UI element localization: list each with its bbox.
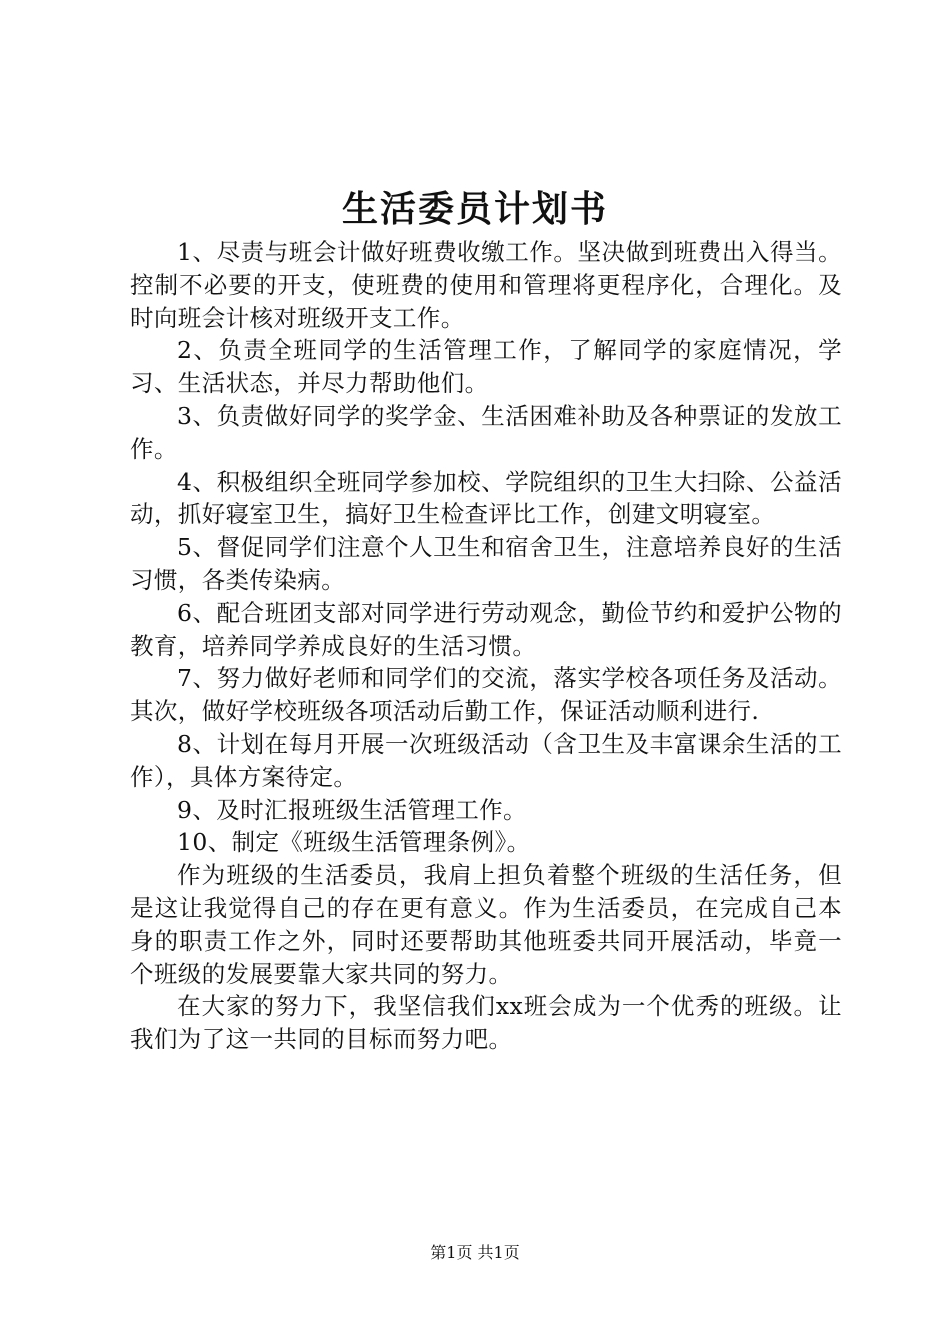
paragraph-summary: 作为班级的生活委员，我肩上担负着整个班级的生活任务，但是这让我觉得自己的存在更有意义。作为生活委员，在完成自己本身的职责工作之外，同时还要帮助其他班委共同开展活动，毕竟一个班级的发展要靠大家共同的努力。 <box>130 861 842 988</box>
paragraph-4: 4、积极组织全班同学参加校、学院组织的卫生大扫除、公益活动，抓好寝室卫生，搞好卫生检查评比工作，创建文明寝室。 <box>130 467 842 529</box>
paragraph-9: 9、及时汇报班级生活管理工作。 <box>177 795 527 824</box>
paragraph-closing: 在大家的努力下，我坚信我们xx班会成为一个优秀的班级。让我们为了这一共同的目标而努力吧。 <box>130 992 842 1054</box>
paragraph-7: 7、努力做好老师和同学们的交流，落实学校各项任务及活动。其次，做好学校班级各项活动后勤工作，保证活动顺利进行. <box>130 664 842 726</box>
paragraph-2: 2、负责全班同学的生活管理工作，了解同学的家庭情况，学习、生活状态，并尽力帮助他们。 <box>130 336 842 398</box>
paragraph-8: 8、计划在每月开展一次班级活动（含卫生及丰富课余生活的工作），具体方案待定。 <box>130 729 842 791</box>
paragraph-3: 3、负责做好同学的奖学金、生活困难补助及各种票证的发放工作。 <box>130 401 842 463</box>
paragraph-5: 5、督促同学们注意个人卫生和宿舍卫生，注意培养良好的生活习惯，各类传染病。 <box>130 533 842 594</box>
paragraph-6: 6、配合班团支部对同学进行劳动观念，勤俭节约和爱护公物的教育，培养同学养成良好的生活习惯。 <box>130 598 842 660</box>
paragraph-1: 1、尽责与班会计做好班费收缴工作。坚决做到班费出入得当。控制不必要的开支，使班费的使用和管理将更程序化，合理化。及时向班会计核对班级开支工作。 <box>130 238 842 332</box>
page-footer: 第1页 共1页 <box>430 1243 520 1262</box>
document-body <box>130 236 842 1056</box>
document-title: 生活委员计划书 <box>341 188 608 230</box>
paragraph-10: 10、制定《班级生活管理条例》。 <box>177 828 531 857</box>
